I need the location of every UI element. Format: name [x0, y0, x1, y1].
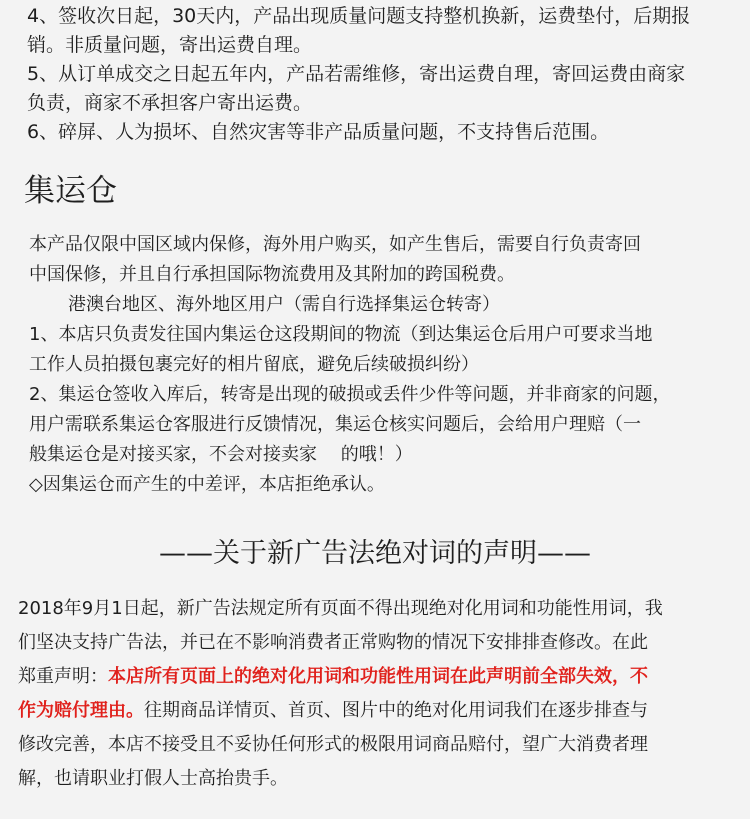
consolidation-line: 中国保修，并且自行承担国际物流费用及其附加的跨国税费。 [29, 264, 515, 285]
declaration-text: 往期商品详情页、首页、图片中的绝对化用词我们在逐步排查与 [144, 700, 648, 721]
declaration-prefix: 郑重声明： [18, 666, 108, 687]
consolidation-line: 工作人员拍摄包裹完好的相片留底，避免后续破损纠纷） [29, 354, 479, 375]
consolidation-line: 1、本店只负责发往国内集运仓这段期间的物流（到达集运仓后用户可要求当地 [29, 324, 653, 345]
declaration-line: 解，也请职业打假人士高抬贵手。 [18, 768, 288, 789]
declaration-line: 2018年9月1日起，新广告法规定所有页面不得出现绝对化用词和功能性用词，我 [18, 598, 663, 619]
declaration-highlight: 本店所有页面上的绝对化用词和功能性用词在此声明前全部失效，不 [108, 666, 648, 687]
consolidation-line: 般集运仓是对接买家，不会对接卖家 的哦！） [29, 444, 413, 465]
declaration-line [18, 698, 648, 724]
consolidation-line: ◇因集运仓而产生的中差评，本店拒绝承认。 [29, 474, 385, 495]
ad-law-declaration-title: ——关于新广告法绝对词的声明—— [159, 538, 591, 569]
declaration-line [18, 664, 648, 690]
consolidation-line: 本产品仅限中国区域内保修，海外用户购买，如产生售后，需要自行负责寄回 [29, 234, 641, 255]
consolidation-line: 2、集运仓签收入库后，转寄是出现的破损或丢件少件等问题，并非商家的问题， [29, 384, 671, 405]
warranty-line: 负责，商家不承担客户寄出运费。 [27, 92, 313, 114]
consolidation-line: 港澳台地区、海外地区用户（需自行选择集运仓转寄） [68, 294, 500, 315]
consolidation-warehouse-title: 集运仓 [24, 173, 117, 209]
warranty-line: 4、签收次日起，30天内，产品出现质量问题支持整机换新，运费垫付，后期报 [27, 5, 691, 27]
warranty-line: 5、从订单成交之日起五年内，产品若需维修，寄出运费自理，寄回运费由商家 [27, 63, 686, 85]
warranty-line: 6、碎屏、人为损坏、自然灾害等非产品质量问题，不支持售后范围。 [27, 121, 610, 143]
declaration-line: 们坚决支持广告法，并已在不影响消费者正常购物的情况下安排排查修改。在此 [18, 632, 648, 653]
declaration-line: 修改完善，本店不接受且不妥协任何形式的极限用词商品赔付，望广大消费者理 [18, 734, 648, 755]
warranty-line: 销。非质量问题，寄出运费自理。 [27, 34, 313, 56]
declaration-highlight: 作为赔付理由。 [18, 700, 144, 721]
consolidation-line: 用户需联系集运仓客服进行反馈情况，集运仓核实问题后，会给用户理赔（一 [29, 414, 641, 435]
